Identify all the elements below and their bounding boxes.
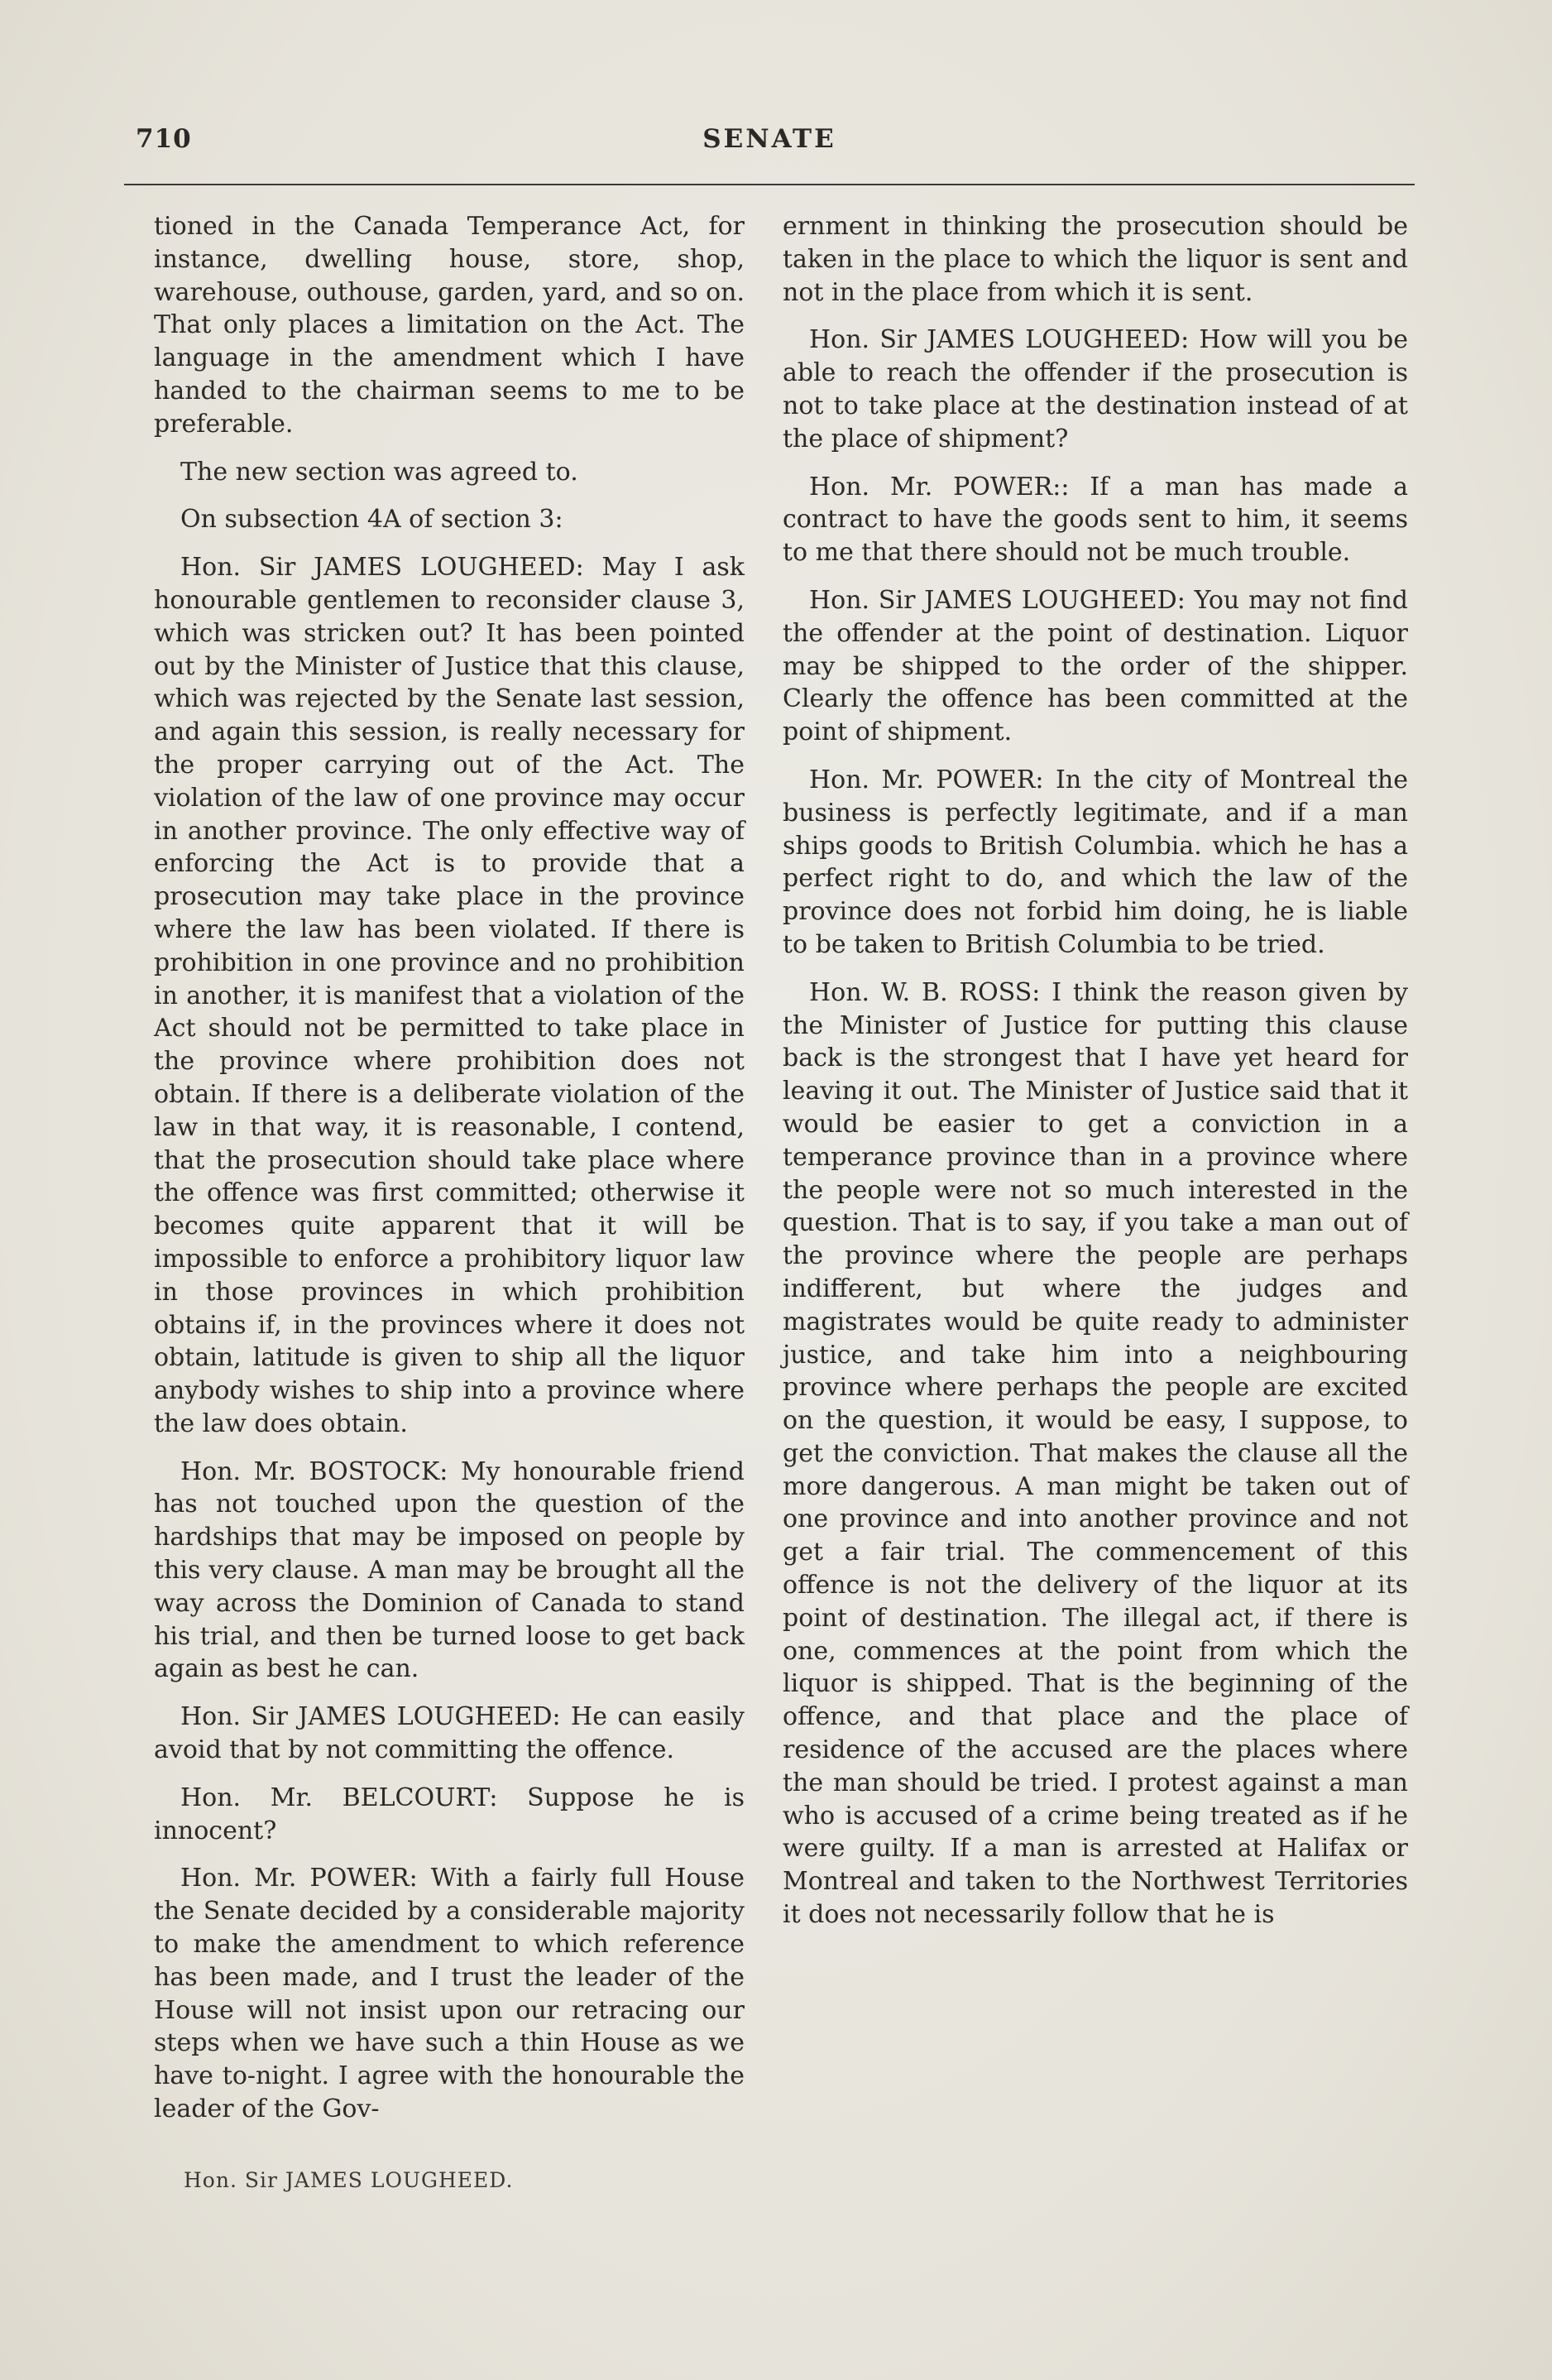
paragraph: ernment in thinking the prosecution should be taken in the place to which the liquor is sent and not in the place from which it is sent. (783, 212, 1408, 307)
paragraph: Hon. Mr. POWER: With a fairly full House the Senate decided by a considerable majority to make the amendment to which reference has been made, and I trust the leader of the House will not insist upon our retracing our steps when we have such a thin House as we have to-night. I agree with the honourable the leader of the Gov- (154, 1864, 745, 2124)
left-column (154, 210, 745, 2141)
page-number: 710 (136, 124, 192, 154)
paragraph: Hon. Mr. POWER:: If a man has made a contract to have the goods sent to him, it seems to me that there should not be much trouble. (783, 472, 1408, 568)
page-header (124, 124, 1415, 166)
paragraph: Hon. Sir JAMES LOUGHEED: He can easily avoid that by not committing the offence. (154, 1702, 745, 1765)
running-head: SENATE (702, 124, 836, 154)
paragraph: Hon. Sir JAMES LOUGHEED: You may not find the offender at the point of destination. Liquor may be shipped to the order of the shipper. Clearly the offence has been committed at the point of shipment. (783, 585, 1408, 747)
paragraph: The new section was agreed to. (180, 457, 578, 487)
paragraph: Hon. Mr. BELCOURT: Suppose he is innocent? (154, 1783, 745, 1845)
paragraph: Hon. Sir JAMES LOUGHEED: May I ask honourable gentlemen to reconsider clause 3, which was stricken out? It has been pointed out by the Minister of Justice that this clause, which was rejected by the Senate last session, and again this session, is really necessary for the proper carrying out of the Act. The violation of the law of one province may occur in another province. The only effective way of enforcing the Act is to provide that a prosecution may take place in the province where the law has been violated. If there is prohibition in one province and no prohibition in another, it is manifest that a violation of the Act should not be permitted to take place in the province where prohibition does not obtain. If there is a deliberate violation of the law in that way, it is reasonable, I contend, that the prosecution should take place where the offence was first committed; otherwise it becomes quite apparent that it will be impossible to enforce a prohibitory liquor law in those provinces in which prohibition obtains if, in the provinces where it does not obtain, latitude is given to ship all the liquor anybody wishes to ship into a province where the law does obtain. (154, 553, 745, 1438)
right-column (783, 210, 1408, 1946)
header-rule (124, 184, 1415, 185)
paragraph: Hon. W. B. ROSS: I think the reason given by the Minister of Justice for putting this clause back is the strongest that I have yet heard for leaving it out. The Minister of Justice said that it would be easier to get a conviction in a temperance province than in a province where the people were not so much interested in the question. That is to say, if you take a man out of the province where the people are perhaps indifferent, but where the judges and magistrates would be quite ready to administer justice, and take him into a neighbouring province where perhaps the people are excited on the question, it would be easy, I suppose, to get the conviction. That makes the clause all the more dangerous. A man might be taken out of one province and into another province and not get a fair trial. The commencement of this offence is not the delivery of the liquor at its point of destination. The illegal act, if there is one, commences at the point from which the liquor is shipped. That is the beginning of the offence, and that place and the place of residence of the accused are the places where the man should be tried. I protest against a man who is accused of a crime being treated as if he were guilty. If a man is arrested at Halifax or Montreal and taken to the Northwest Territories it does not necessarily follow that he is (783, 977, 1408, 1930)
paragraph: On subsection 4A of section 3: (180, 505, 563, 535)
footer-catchword: Hon. Sir JAMES LOUGHEED. (184, 2168, 514, 2192)
paragraph: tioned in the Canada Temperance Act, for instance, dwelling house, store, shop, warehouse, outhouse, garden, yard, and so on. That only places a limitation on the Act. The language in the amendment which I have handed to the chairman seems to me to be preferable. (154, 212, 745, 439)
paragraph: Hon. Mr. POWER: In the city of Montreal the business is perfectly legitimate, and if a man ships goods to British Columbia. which he has a perfect right to do, and which the law of the province does not forbid him doing, he is liable to be taken to British Columbia to be tried. (783, 765, 1408, 959)
paragraph: Hon. Mr. BOSTOCK: My honourable friend has not touched upon the question of the hardships that may be imposed on people by this very clause. A man may be brought all the way across the Dominion of Canada to stand his trial, and then be turned loose to get back again as best he can. (154, 1456, 745, 1684)
paragraph: Hon. Sir JAMES LOUGHEED: How will you be able to reach the offender if the prosecution is not to take place at the destination instead of at the place of shipment? (783, 325, 1408, 453)
